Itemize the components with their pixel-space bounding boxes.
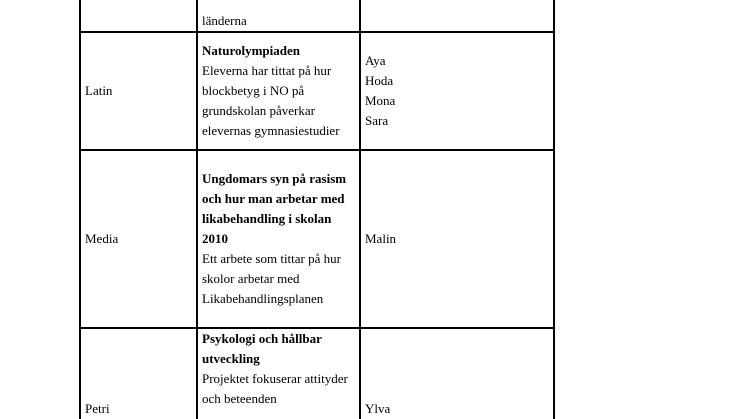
work-description: Projektet fokuserar attityder och beteenden [202, 371, 348, 406]
work-title: Psykologi och hållbar utveckling [202, 331, 322, 366]
table-row [80, 0, 554, 32]
work-title: Ungdomars syn på rasism och hur man arbetar med likabehandling i skolan 2010 [202, 171, 347, 246]
group-name: Media [85, 231, 119, 246]
group-cell [80, 150, 197, 328]
group-cell [80, 328, 197, 419]
table-row [80, 32, 554, 150]
student-name: Aya [365, 53, 386, 68]
students-cell [360, 328, 554, 419]
work-description: länderna [202, 13, 247, 28]
group-name: Petri [85, 401, 110, 416]
students-cell [360, 32, 554, 150]
work-cell [197, 150, 360, 328]
student-name: Ylva [365, 401, 391, 416]
work-cell [197, 328, 360, 419]
work-description: Ett arbete som tittar på hur skolor arbetar med Likabehandlingsplanen [202, 251, 341, 306]
work-cell [197, 32, 360, 150]
student-name: Mona [365, 93, 396, 108]
group-name: Latin [85, 83, 113, 98]
student-name: Hoda [365, 73, 394, 88]
project-table [79, 0, 555, 419]
table-row [80, 150, 554, 328]
student-list [365, 399, 549, 419]
students-cell [360, 0, 554, 32]
table-row [80, 328, 554, 419]
work-cell [197, 0, 360, 32]
students-cell [360, 150, 554, 328]
group-cell [80, 32, 197, 150]
student-list [365, 229, 549, 249]
student-name: Malin [365, 231, 397, 246]
work-description: Eleverna har tittat på hur blockbetyg i NO på grundskolan påverkar elevernas gymnasiestudier [202, 63, 340, 138]
student-name: Sara [365, 113, 389, 128]
group-cell [80, 0, 197, 32]
work-title: Naturolympiaden [202, 43, 300, 58]
student-list [365, 51, 549, 131]
